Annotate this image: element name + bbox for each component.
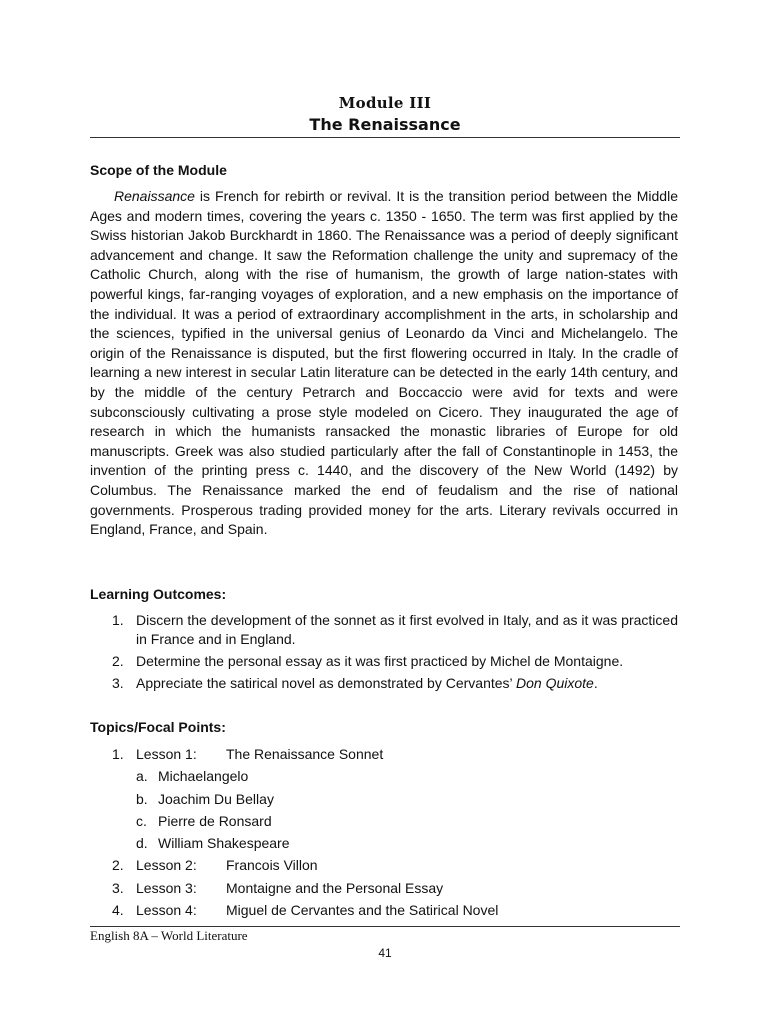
subitem-letter: d. [136,835,148,852]
subitem-letter: b. [136,790,148,807]
scope-body: is French for rebirth or revival. It is the transition period between the Middle Ages and modern times, covering the years c. 1350 - 1650. The term was first applied by the Swiss historian Jakob Burckhardt in 1860. The Renaissance was a period of deeply significant advancement and change. It saw the Reformation challenge the unity and supremacy of the Catholic Church, along with the rise of humanism, the growth of large nation-states with powerful kings, far-ranging voyages of exploration, and a new emphasis on the importance of the individual. It was a period of extraordinary accomplishment in the arts, in scholarship and the sciences, typified in the universal genius of Leonardo da Vinci and Michelangelo. The origin of the Renaissance is disputed, but the first flowering occurred in Italy. In the cradle of learning a new interest in secular Latin literature can be detected in the early 14th century, and by the middle of the century Petrarch and Boccaccio were avid for texts and were subconsciously cultivating a prose style modeled on Cicero. They inaugurated the age of research in which the humanists ransacked the monastic libraries of Europe for old manuscripts. Greek was also studied particularly after the fall of Constantinople in 1453, the invention of the printing press c. 1440, and the discovery of the New World (1492) by Columbus. The Renaissance marked the end of feudalism and the rise of national governments. Prosperous trading provided money for the arts. Literary revivals occurred in England, France, and Spain. [90,188,678,538]
subitem-letter: a. [136,768,148,785]
outcome-number: 3. [112,675,124,691]
topic-subitem [90,811,678,833]
lesson-label: Lesson 1: [136,746,197,762]
lesson-label: Lesson 2: [136,857,197,874]
topic-lesson-row [90,878,678,900]
subitem-letter: c. [136,812,147,829]
lesson-label: Lesson 3: [136,879,197,896]
scope-paragraph [90,187,678,540]
subitem-name: Michaelangelo [158,768,249,785]
outcome-item [90,611,678,649]
lesson-title: Miguel de Cervantes and the Satirical Novel [226,902,499,919]
lesson-number: 1. [112,746,124,762]
learning-outcomes-list [90,611,678,696]
topic-subitem [90,766,678,788]
topics-heading: Topics/Focal Points: [90,719,226,735]
learning-outcomes-heading: Learning Outcomes: [90,586,227,602]
outcome-item [90,652,678,671]
lesson-number: 4. [112,902,124,919]
lesson-label: Lesson 4: [136,902,197,919]
topic-subitem [90,833,678,855]
outcome-item [90,674,678,693]
scope-lead-term: Renaissance [114,188,195,204]
outcome-number: 1. [112,612,124,628]
module-title: The Renaissance [309,115,461,134]
topic-lesson-row [90,900,678,922]
footer-divider [90,926,680,927]
lesson-number: 2. [112,857,124,874]
topic-subitem [90,789,678,811]
outcome-text: Appreciate the satirical novel as demonstrated by Cervantes’ [136,675,517,691]
subitem-name: Pierre de Ronsard [158,812,272,829]
topic-lesson-row [90,855,678,877]
outcome-number: 2. [112,653,124,669]
outcome-text: Determine the personal essay as it was first practiced by Michel de Montaigne. [136,653,624,669]
outcome-book-title: Don Quixote [516,675,594,691]
lesson-title: Montaigne and the Personal Essay [226,879,444,896]
outcome-text: Discern the development of the sonnet as it first evolved in Italy, and as it was practiced in France and in England. [136,612,678,647]
scope-heading: Scope of the Module [90,162,227,178]
lesson-number: 3. [112,879,124,896]
header-divider [90,137,680,138]
topic-lesson-row [90,744,678,766]
page-number: 41 [378,946,392,960]
lesson-title: The Renaissance Sonnet [226,746,384,762]
footer-course: English 8A – World Literature [90,928,248,943]
module-number: Module III [338,94,432,112]
subitem-name: William Shakespeare [158,835,290,852]
topics-list [90,744,678,922]
subitem-name: Joachim Du Bellay [158,790,274,807]
lesson-title: Francois Villon [226,857,318,874]
outcome-text-end: . [593,675,598,691]
module-header [90,92,680,136]
